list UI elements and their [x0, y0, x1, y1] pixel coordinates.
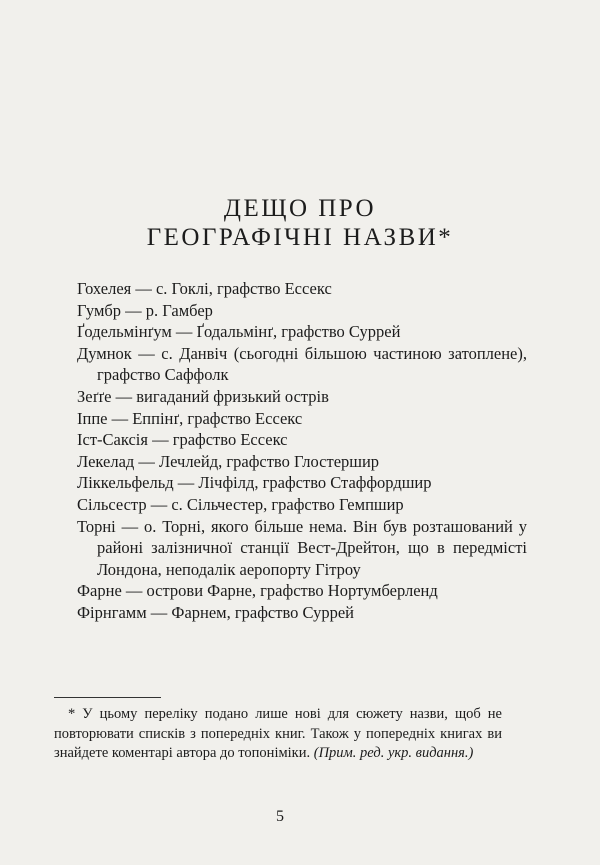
list-item: Гумбр — р. Гамбер [77, 300, 213, 320]
section-title-line-1: ДЕЩО ПРО [223, 195, 377, 222]
list-item: Торні — о. Торні, якого більше нема. Він був розташований у районі залізничної станції Вест-Дрейтон, що в передмісті Лондона, неподалік аеропорту Гітроу [77, 516, 527, 579]
list-item: Думнок — с. Данвіч (сьогодні більшою частиною затоплене), графство Саффолк [77, 343, 527, 385]
list-item: Фірнгамм — Фарнем, графство Суррей [77, 602, 354, 622]
list-item: Ґодельмінґум — Ґодальмінґ, графство Суррей [77, 322, 401, 342]
editor-note: (Прим. ред. укр. видання.) [313, 745, 474, 761]
list-item: Гохелея — с. Гоклі, графство Ессекс [77, 279, 332, 298]
section-title-line-2: ГЕОГРАФІЧНІ НАЗВИ* [146, 224, 454, 251]
place-names-list [77, 278, 527, 624]
list-item: Іст-Саксія — графство Ессекс [77, 430, 288, 450]
list-item: Фарне — острови Фарне, графство Нортумберленд [77, 581, 438, 601]
footnote-text: * У цьому переліку подано лише нові для сюжету назви, щоб не повторювати списків з попередніх книг. Також у попередніх книгах ви знайдете коментарі автора до топоніміки. [54, 706, 502, 761]
list-item: Сільсестр — с. Сільчестер, графство Гемпшир [77, 494, 404, 514]
list-item: Лекелад — Лечлейд, графство Глостершир [77, 451, 380, 471]
footnote [54, 705, 502, 764]
footnote-divider [54, 697, 161, 698]
list-item: Іппе — Еппінґ, графство Ессекс [77, 408, 303, 428]
list-item: Ліккельфельд — Лічфілд, графство Стаффордшир [77, 473, 432, 493]
list-item: Зеґґе — вигаданий фризький острів [77, 386, 329, 406]
page-number: 5 [276, 808, 284, 825]
